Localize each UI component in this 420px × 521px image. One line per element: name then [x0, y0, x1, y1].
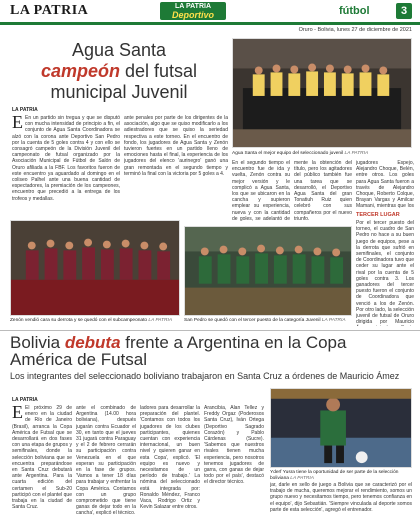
date-line: Oruro - Bolivia, lunes 27 de diciembre de 2021 — [298, 27, 412, 33]
supplement-badge — [160, 2, 226, 20]
newspaper-brand: LA PATRIA — [10, 3, 89, 18]
middle-caption-text: San Pedro se quedó con el tercer puesto de la categoría Juvenil — [184, 318, 321, 323]
team-photo-zenon — [10, 220, 180, 316]
story2-col1-text: El próximo 29 de enero en la ciudad de Río de Janeiro (Brasil), arranca la Copa América de Futsal que se desarrollará en dos fases con una etapa de grupos y semifinales, donde la selección boliviana que se encuentra preparándose en Santa Cruz debutará ante Argentina. Para la cuarta edición del certamen el Sub-20 participó con el plantel que trabaja en la ciudad de Santa Cruz. — [12, 405, 72, 511]
story1-col5: jugadores Espejo, Alejandro Choque, Belén, entre otros. Los goles para Agua Santa fueron a través de Alejandro Choque, Roberto Colque, Brayan Vargas y Amilcar Mamani, mientras que los — [356, 160, 414, 210]
story2-col4: Arancibia, Alan Tellez y Freddy Orgaz (Poderosos Santa Cruz), Iván Ortega (Deportivo Sagrado Corazón) y Pablo Cárdenas (Sucre). 'Sabemos que nuestros rivales tienen mucha experiencia, pero nosotros tenemos jugadores de garra, con ganas de dejar todo por el país', destacó el director técnico. — [204, 405, 264, 486]
dropcap: E — [12, 115, 23, 132]
story2-headline-pre: Bolivia — [10, 333, 61, 352]
zenon-photo-scene — [11, 221, 179, 315]
supplement-name: Deportivo — [171, 10, 214, 20]
team-photo-scene — [233, 39, 411, 147]
story2-col2: ante el combinado de Argentina (14.00 hora boliviana), después jugarán contra Ecuador el 30, en tanto que el jueves 31 jugará contra Paraguay y el 2 de febrero cerrarán su participación contra Venezuela en el que esperan su participación en la fase de grupos. 'Vamos a tener 18 días para trabajar y enfrentar la Copa América. Contamos con un grupo comprometido que tiene ganas de dejar todo en la cancha', explicó el técnico. — [76, 405, 136, 517]
player-photo-scene — [271, 389, 411, 467]
player-caption-text: Yderf Yusra tiene la oportunidad de ser parte de la selección boliviana — [270, 470, 399, 481]
header-rule — [0, 22, 420, 25]
story1-col2: ante penales por parte de los dirigentes de la asociación, algo que se quiso modificarlo a los adiestradores que se quiso la seriedad respectiva a este torneo. En el encuentro de fondo, los jugadores de Agua Santa y Zenón tuvieron fuertes en un partido lleno de emociones hasta el final, la experiencia de los jugadores del elenco 'aurinegro' ganó una gran remontada en el segundo tiempo y terminó la final con la victoria por 5 goles a 4. — [124, 115, 228, 177]
san-pedro-photo-scene — [185, 227, 351, 315]
story2-headline-post: frente a Argentina en la Copa América de Futsal — [10, 333, 347, 369]
story2-dropcap: E — [12, 405, 23, 422]
section-tag: fútbol — [339, 5, 370, 17]
story2-byline: LA PATRIA — [12, 397, 38, 403]
page-header — [0, 0, 420, 22]
page-number: 3 — [396, 3, 412, 19]
team-photo-agua-santa — [232, 38, 412, 148]
middle-photo-caption — [184, 318, 352, 324]
story2-col1 — [12, 405, 72, 517]
top-caption-text: Agua Santa el mejor equipo del seleccionado juvenil — [232, 151, 344, 156]
story2-headline — [10, 334, 410, 368]
top-caption-credit: LA PATRIA — [344, 151, 369, 156]
story1-byline: LA PATRIA — [12, 107, 38, 113]
tercer-lugar-subhead: TERCER LUGAR — [356, 212, 400, 218]
story1-col3: En el segundo tiempo el encuentro fue de ida y vuelta, Zenón contra su mejor versión y le complicó a Agua Santa, los que se ubicaron en la cancha y supieron emplear su experiencia, nueva y con la cantidad de goles, se adelantó de — [232, 160, 290, 222]
story1-col5b: Por el tercer puesto del torneo, el cuadro de San Pedro no hace a su buen juego de equipos, pese a la derrota que sufrió en semifinales, el conjunto de Coordinadora tuvo que ceder su lugar ante el rival por la cuenta de 5 goles contra 3. Los ganadores del tercer puesto fueron el conjunto de Coordinadora que venció a los de Zenón. Por otro lado, la selección juvenil de futsal de Oruro dirigida por Mauricio — [356, 220, 414, 326]
story2-deck: Los integrantes del seleccionado boliviano trabajaron en Santa Cruz a órdenes de Mauricio Ámez — [10, 371, 400, 381]
story1-headline — [8, 40, 230, 103]
left-caption-credit: LA PATRIA — [148, 318, 173, 323]
team-photo-san-pedro — [184, 226, 352, 316]
left-caption-text: Zenón vendió cara su derrota y se quedó con el subcampeonato — [10, 318, 148, 323]
story-divider — [0, 330, 420, 331]
player-caption-credit: LA PATRIA — [290, 476, 314, 481]
story1-headline-post: del futsal municipal Juvenil — [50, 61, 198, 102]
middle-caption-credit: LA PATRIA — [321, 318, 346, 323]
left-photo-caption — [10, 318, 180, 324]
story1-headline-pre: Agua Santa — [71, 40, 167, 60]
player-photo-caption — [270, 470, 412, 482]
player-photo — [270, 388, 412, 468]
story2-col3: ladores para desarrollar la preparación del plantel. 'Contamos con todos los jugadores de los clubes participantes, quienes cuentan con experiencia internacional, un buen nivel y quieren ganar en esta Copa', explicó. 'El equipo es nuevo y necesitamos de un período de trabajo.' La nómina del seleccionado está integrada por: Ronaldo Méndez, Franco Vaca, Rodrigo Ortiz y Kevin Salazar entre otros. — [140, 405, 200, 511]
story1-col4: mente la obtención del título, pero los agitadores del público también fue una tarea que se desarrolló, el Deportivo Agua Santa del gran Tonatiuh Ruiz quien celebró con sus compañeros por el nuevo triunfo. — [294, 160, 352, 222]
top-photo-caption — [232, 151, 412, 157]
story1-col1 — [12, 115, 120, 215]
story2-col5: jar, darle en sello de juego a Bolivia que se caracterizó por el trabajo de mucha, queremos mejorar el rendimiento, somos un grupo nuevo y necesitamos tiempo, pero tenemos confianza en el equipo', dijo Sebastián. 'Siempre vinculada al deporte somos parte de esta selección', agregó el entrenador. — [270, 482, 412, 513]
story1-headline-accent: campeón — [40, 61, 120, 81]
story2-headline-accent: debuta — [64, 333, 121, 352]
story1-col1-text: En un partido sin tregua y que se disputó con mucha intensidad de principio a fin, el conjunto de Agua Santa Coordinadora se alzó con la corona ante Deportivo San Pedro por la cuenta de 5 goles contra 4 y con ello se consagró campeón de la División Juvenil del campeonato de futsal organizado por la Asociación Municipal de Fútbol de Salón de Oruro afiliada a la FBF. Los favoritos fueron de este encuentro ya aguardado al domingo en el coliseo Palhel ante una buena cantidad de espectadores, la premiación de los campeones, encuentro que precedió a la entrega de los trofeos y medallas. — [12, 115, 120, 202]
supplement-top: LA PATRIA — [174, 3, 212, 10]
